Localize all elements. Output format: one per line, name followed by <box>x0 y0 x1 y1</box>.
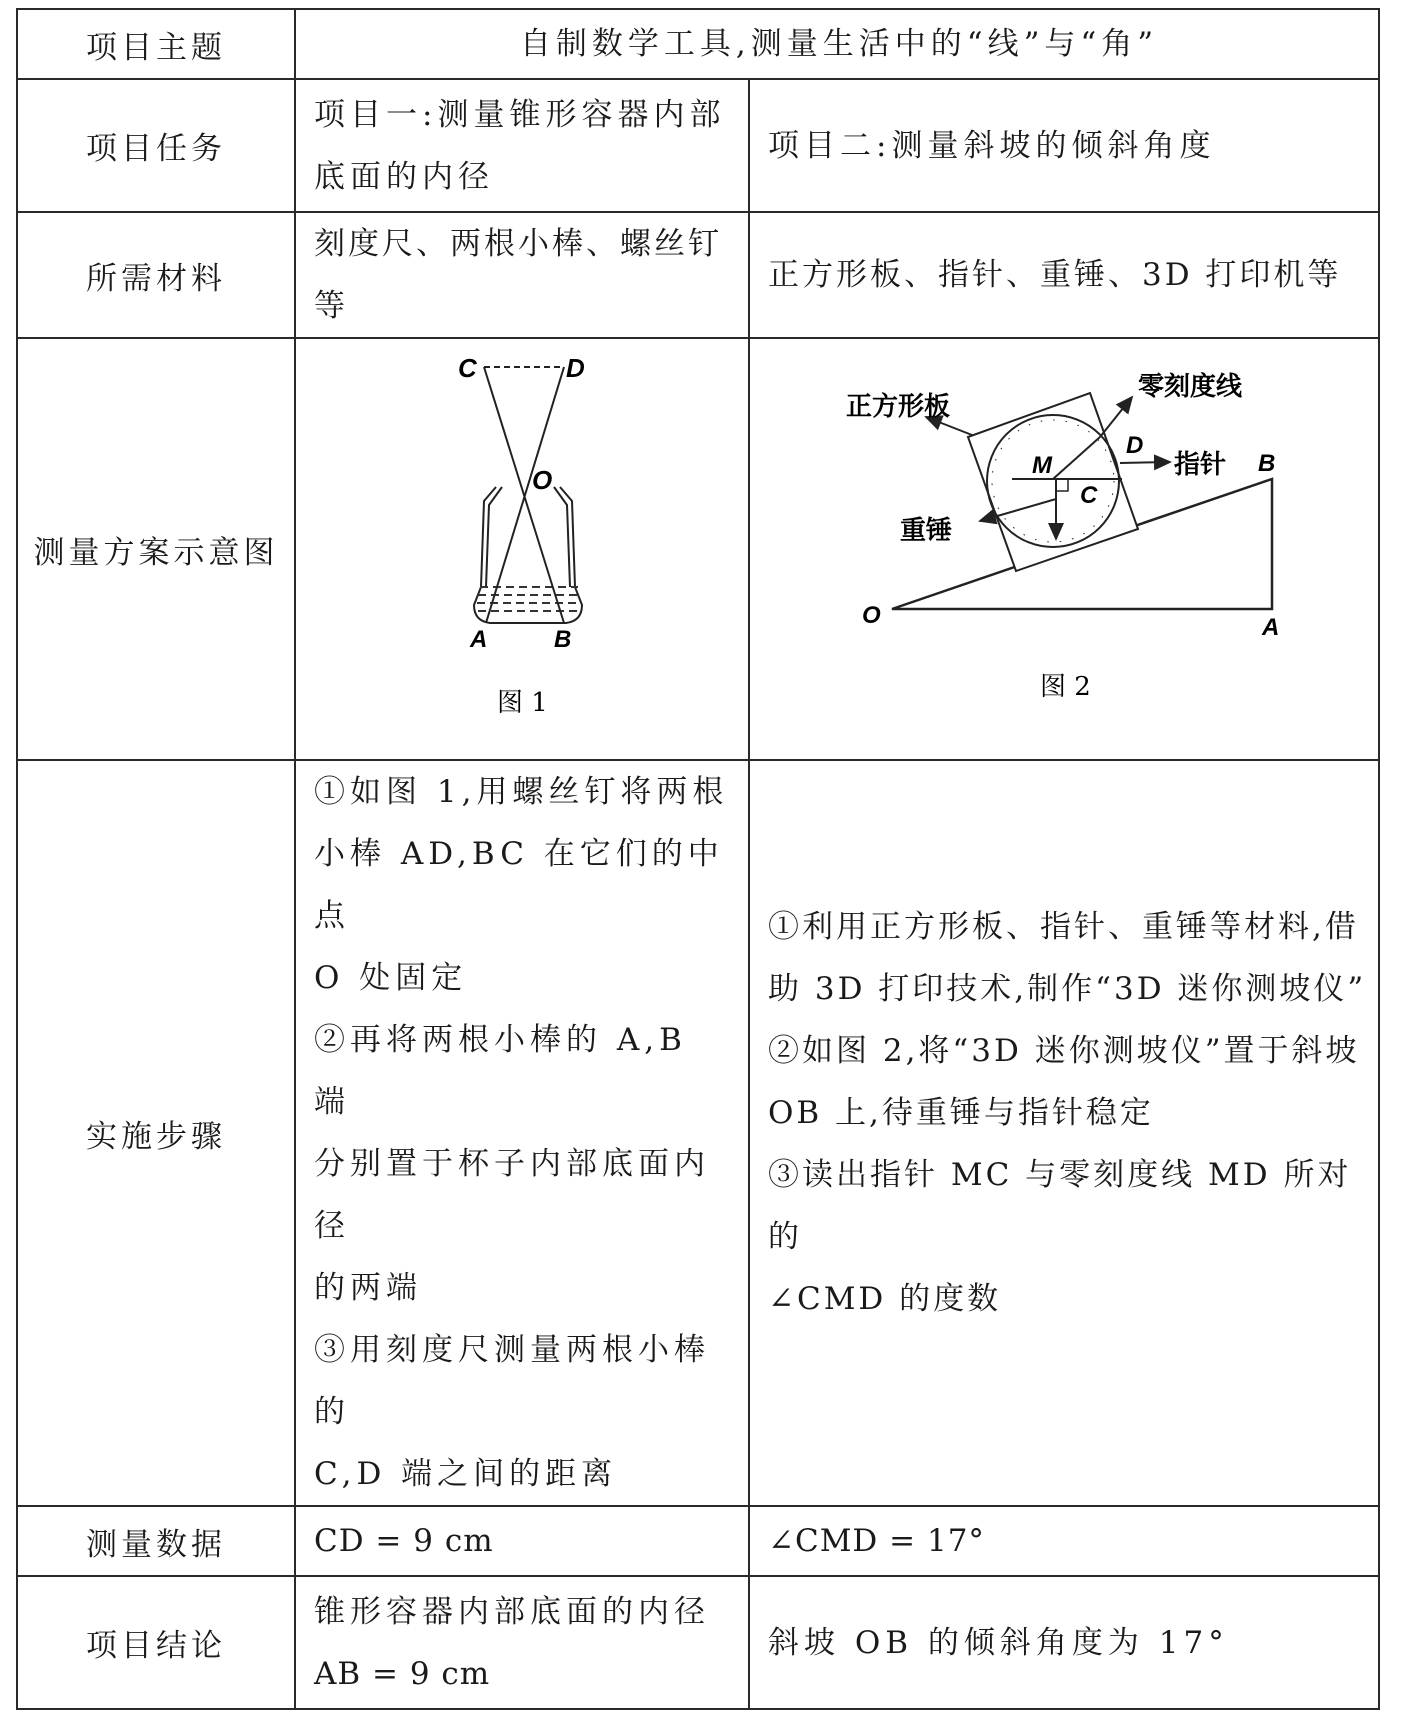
materials-project1: 刻度尺、两根小棒、螺丝钉等 <box>295 212 749 338</box>
point-a: A <box>470 626 488 653</box>
label-pointer: 指针 <box>1174 449 1227 479</box>
point-o2: O <box>862 602 881 629</box>
point-m: M <box>1032 452 1052 479</box>
task-project2: 项目二:测量斜坡的倾斜角度 <box>749 79 1379 212</box>
figure-1-cell <box>295 338 749 760</box>
step2-line: ∠CMD 的度数 <box>768 1281 1002 1317</box>
label-weight: 重锤 <box>900 515 953 545</box>
row-diagram <box>17 338 1379 760</box>
data-project2: ∠CMD = 17° <box>749 1506 1379 1576</box>
row-data <box>17 1506 1379 1576</box>
task-project1: 项目一:测量锥形容器内部底面的内径 <box>295 79 749 212</box>
point-o: O <box>532 465 553 495</box>
point-b2: B <box>1258 450 1276 477</box>
figure-1 <box>296 339 746 755</box>
point-d2: D <box>1126 432 1144 459</box>
figure-1-caption: 图 1 <box>497 688 548 718</box>
figure-2 <box>750 339 1376 755</box>
materials-label: 所需材料 <box>17 212 295 338</box>
point-c: C <box>458 353 477 383</box>
step2-line: ③读出指针 MC 与零刻度线 MD 所对的 <box>768 1157 1352 1255</box>
conclusion-label: 项目结论 <box>17 1576 295 1709</box>
row-topic <box>17 9 1379 79</box>
data-project1: CD = 9 cm <box>295 1506 749 1576</box>
steps-project1 <box>295 760 749 1506</box>
row-task <box>17 79 1379 212</box>
step2-line: 助 3D 打印技术,制作“3D 迷你测坡仪” <box>768 971 1367 1007</box>
point-b: B <box>554 626 572 653</box>
task-label: 项目任务 <box>17 79 295 212</box>
figure-2-caption: 图 2 <box>1040 672 1091 702</box>
label-square-board: 正方形板 <box>846 391 951 421</box>
conclusion-line: 锥形容器内部底面的内径 <box>314 1593 710 1630</box>
step2-line: ②如图 2,将“3D 迷你测坡仪”置于斜坡 <box>768 1033 1360 1069</box>
point-c2: C <box>1080 482 1098 509</box>
step1-line: 的两端 <box>314 1270 422 1306</box>
step1-line: ③用刻度尺测量两根小棒的 <box>314 1332 710 1430</box>
label-zero-line: 零刻度线 <box>1138 371 1243 401</box>
diagram-label: 测量方案示意图 <box>17 338 295 760</box>
row-steps <box>17 760 1379 1506</box>
steps-project2 <box>749 760 1379 1506</box>
row-materials <box>17 212 1379 338</box>
point-a2: A <box>1262 614 1280 641</box>
step2-line: OB 上,待重锤与指针稳定 <box>768 1095 1154 1131</box>
step1-line: 分别置于杯子内部底面内径 <box>314 1146 710 1244</box>
project-table <box>16 8 1380 1710</box>
step1-line: ②再将两根小棒的 A,B 端 <box>314 1022 687 1120</box>
step2-line: ①利用正方形板、指针、重锤等材料,借 <box>768 909 1359 945</box>
data-label: 测量数据 <box>17 1506 295 1576</box>
conclusion-project1 <box>295 1576 749 1709</box>
point-d: D <box>566 353 585 383</box>
step1-line: ①如图 1,用螺丝钉将两根 <box>314 774 729 810</box>
step1-line: 小棒 AD,BC 在它们的中点 <box>314 836 724 934</box>
zero-line-arrow <box>1100 397 1132 437</box>
conclusion-project2: 斜坡 OB 的倾斜角度为 17° <box>749 1576 1379 1709</box>
row-conclusion <box>17 1576 1379 1709</box>
steps-label: 实施步骤 <box>17 760 295 1506</box>
step1-line: C,D 端之间的距离 <box>314 1456 618 1492</box>
topic-value: 自制数学工具,测量生活中的“线”与“角” <box>295 9 1379 79</box>
square-board <box>968 393 1138 571</box>
figure-2-cell <box>749 338 1379 760</box>
materials-project2: 正方形板、指针、重锤、3D 打印机等 <box>749 212 1379 338</box>
step1-line: O 处固定 <box>314 960 468 996</box>
conclusion-line: AB = 9 cm <box>314 1655 491 1692</box>
topic-label: 项目主题 <box>17 9 295 79</box>
pointer-arrow <box>1120 462 1170 463</box>
